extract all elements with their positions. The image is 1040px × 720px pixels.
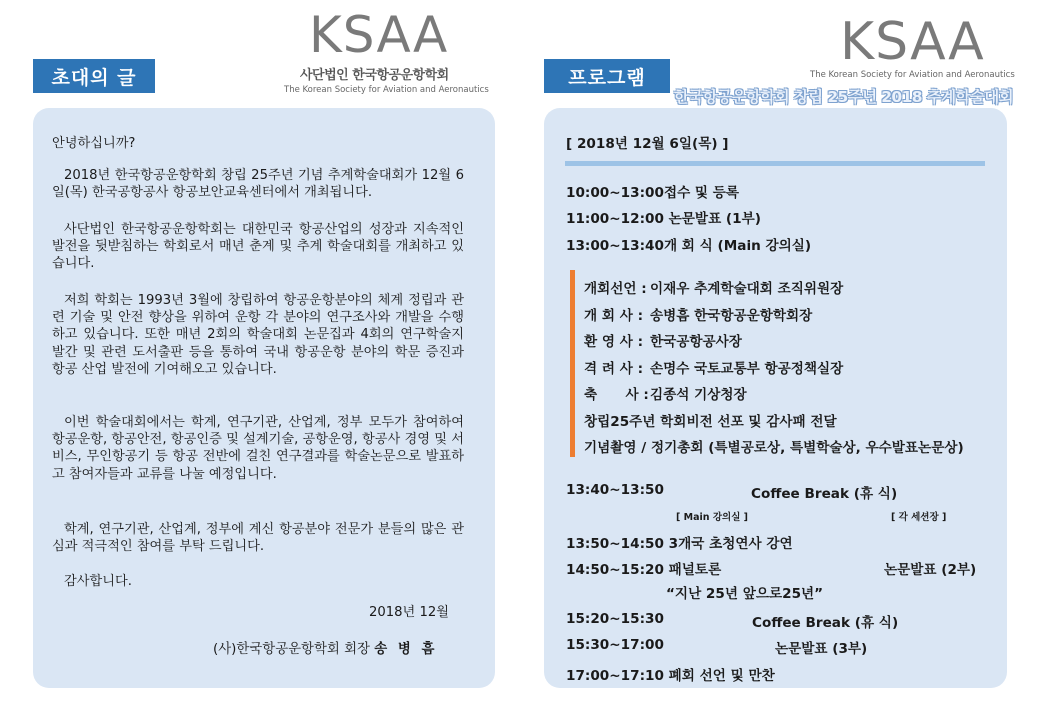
- room-label-main: [ Main 강의실 ]: [676, 512, 749, 523]
- ceremony-value: 송병흠 한국항공운항학회장: [650, 308, 813, 324]
- paragraph: 이번 학술대회에서는 학계, 연구기관, 산업계, 정부 모두가 참여하여 항공운항, 항공안전, 항공인증 및 설계기술, 공항운영, 항공사 경영 및 서비스, 무인항공기 등 항공 전반에 걸친 연구결과를 학술논문으로 발표하고 참여자들과 교류를 나눌 예정입니다.: [52, 415, 464, 482]
- schedule-time: 15:30~17:00: [566, 637, 664, 653]
- ceremony-value: 손명수 국토교통부 항공정책실장: [650, 361, 844, 377]
- schedule-item: [566, 558, 721, 578]
- panel-topic: “지난 25년 앞으로25년”: [666, 586, 824, 602]
- ceremony-label: 축 사 :: [584, 387, 649, 403]
- ceremony-label: 개 회 사 :: [584, 308, 644, 324]
- signature: [213, 638, 437, 657]
- ceremony-label: 개회선언 :: [584, 281, 647, 297]
- schedule-item: [566, 664, 775, 684]
- room-label-sessions: [ 각 세션장 ]: [891, 512, 947, 523]
- ceremony-value: 한국공항공사장: [650, 334, 742, 350]
- event-title: 한국항공운항학회 창립 25주년 2018 추계학술대회: [674, 88, 1014, 106]
- signature-title: (사)한국항공운항학회 회장: [213, 642, 370, 657]
- schedule-time: 13:00~13:40: [566, 238, 664, 254]
- paragraph: 2018년 한국항공운항학회 창립 25주년 기념 추계학술대회가 12월 6일(목) 한국공항공사 항공보안교육센터에서 개최됩니다.: [52, 168, 464, 201]
- schedule-time: 13:50~14:50: [566, 536, 664, 552]
- schedule-title: 접수 및 등록: [663, 185, 740, 201]
- letter-date: 2018년 12월: [369, 605, 450, 620]
- schedule-title: 논문발표 (3부): [775, 641, 868, 657]
- ceremony-label: 격 려 사 :: [584, 361, 644, 377]
- divider: [565, 161, 985, 166]
- schedule-item: [566, 181, 739, 201]
- signature-name: 송 병 흠: [374, 642, 438, 657]
- schedule-time: 15:20~15:30: [566, 611, 664, 627]
- ceremony-value: 김종석 기상청장: [650, 387, 747, 403]
- ceremony-item: [584, 436, 964, 456]
- schedule-title: 패널토론: [668, 562, 722, 578]
- schedule-item: [566, 234, 811, 254]
- schedule-time: 10:00~13:00: [566, 185, 664, 201]
- logo-english-name: The Korean Society for Aviation and Aeronautics: [284, 85, 489, 95]
- paragraph: 학계, 연구기관, 산업계, 정부에 계신 항공분야 전문가 분들의 많은 관심과 적극적인 참여를 부탁 드립니다.: [52, 522, 464, 555]
- ceremony-item: [584, 357, 843, 377]
- ceremony-value: 이재우 추계학술대회 조직위원장: [650, 281, 844, 297]
- schedule-item: [566, 207, 761, 227]
- ksaa-logo: KSAA: [840, 12, 985, 72]
- paragraph: 사단법인 한국항공운항학회는 대한민국 항공산업의 성장과 지속적인 발전을 뒷받침하는 학회로서 매년 춘계 및 추계 학술대회를 개최하고 있습니다.: [52, 222, 464, 272]
- schedule-title: Coffee Break (휴 식): [752, 615, 899, 631]
- schedule-title: 폐회 선언 및 만찬: [668, 668, 775, 684]
- schedule-item: [566, 611, 899, 631]
- schedule-title: Coffee Break (휴 식): [751, 486, 898, 502]
- ceremony-item: [584, 330, 742, 350]
- schedule-time: 17:00~17:10: [566, 668, 664, 684]
- ceremony-item: [584, 277, 843, 297]
- schedule-item: [566, 637, 868, 657]
- closing-text: 감사합니다.: [64, 574, 132, 589]
- tab-program: 프로그램: [544, 59, 670, 93]
- schedule-time: 13:40~13:50: [566, 482, 664, 498]
- tab-invitation: 초대의 글: [33, 59, 155, 93]
- schedule-title: 개 회 식 (Main 강의실): [663, 238, 812, 254]
- logo-korean-name: 사단법인 한국항공운항학회: [300, 68, 449, 83]
- ceremony-accent-bar: [570, 270, 575, 457]
- ceremony-label: 환 영 사 :: [584, 334, 644, 350]
- schedule-item: [566, 532, 793, 552]
- schedule-item: [566, 482, 898, 502]
- schedule-time: 11:00~12:00: [566, 211, 664, 227]
- greeting: 안녕하십니까?: [52, 136, 136, 151]
- schedule-time: 14:50~15:20: [566, 562, 664, 578]
- parallel-session: 논문발표 (2부): [884, 562, 977, 578]
- ceremony-item: [584, 304, 812, 324]
- ceremony-item: [584, 410, 837, 430]
- program-date: [ 2018년 12월 6일(목) ]: [566, 136, 729, 152]
- paragraph: 저희 학회는 1993년 3월에 창립하여 항공운항분야의 체계 정립과 관련 기술 및 안전 향상을 위하여 운항 각 분야의 연구조사와 개발을 수행하고 있습니다. 또한 매년 2회의 학술대회 논문집과 4회의 연구학술지 발간 및 관련 도서출판 등을 통하여 국내 항공운항 분야의 학문 증진과 항공 산업 발전에 기여해오고 있습니다.: [52, 293, 464, 377]
- ksaa-logo: KSAA: [309, 6, 449, 64]
- ceremony-value: 기념촬영 / 정기총회 (특별공로상, 특별학술상, 우수발표논문상): [584, 440, 964, 456]
- ceremony-value: 창립25주년 학회비전 선포 및 감사패 전달: [584, 414, 837, 430]
- schedule-title: 논문발표 (1부): [668, 211, 761, 227]
- logo-english-name: The Korean Society for Aviation and Aeronautics: [810, 70, 1015, 80]
- ceremony-item: [584, 383, 747, 403]
- schedule-title: 3개국 초청연사 강연: [668, 536, 793, 552]
